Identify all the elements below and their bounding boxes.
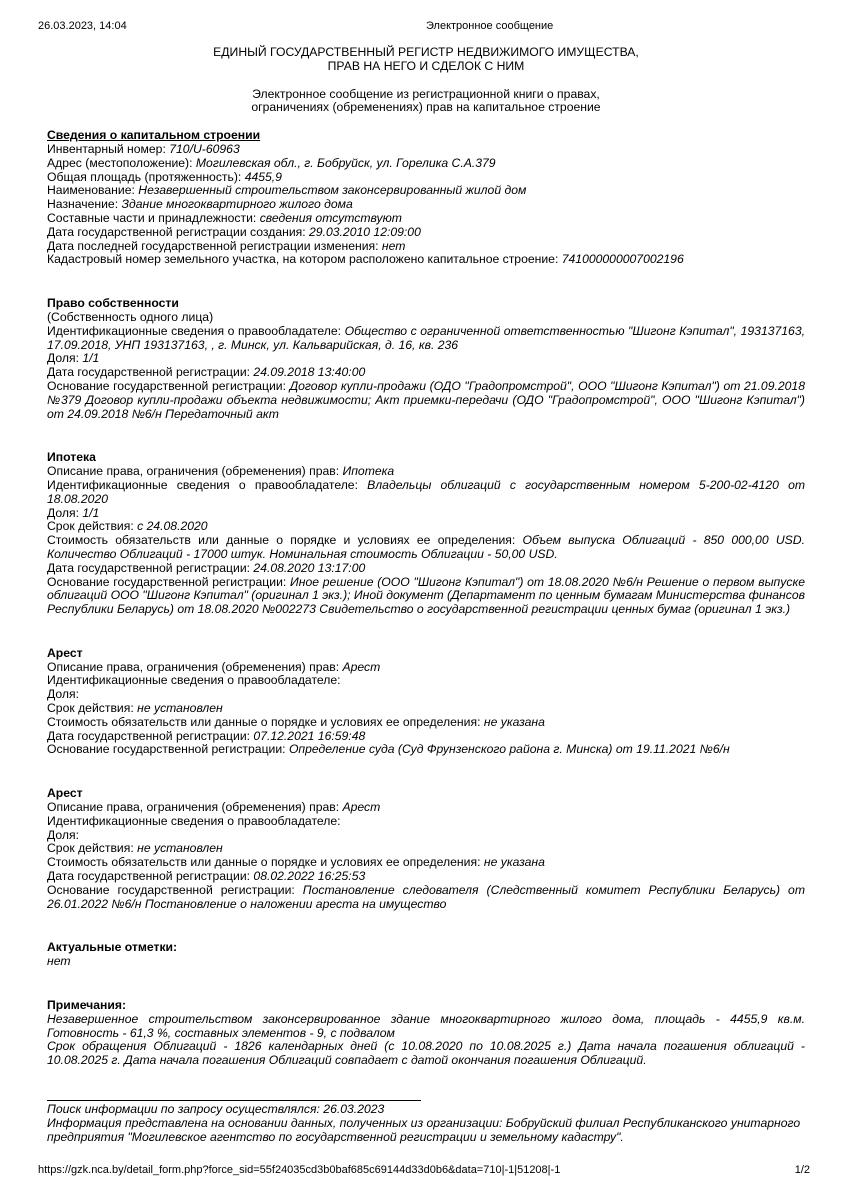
field-label: Инвентарный номер: <box>47 141 170 156</box>
field-row <box>47 829 805 843</box>
section-heading: Сведения о капитальном строении <box>47 128 261 143</box>
field-label: Срок действия: <box>47 701 138 716</box>
field-value: 741000000007002196 <box>561 252 684 267</box>
field-row <box>47 157 805 171</box>
field-value: Арест <box>342 800 381 815</box>
field-row <box>47 856 805 870</box>
field-value: Постановление следователя (Следственный комитет Республики Беларусь) от 26.01.2022 №6/н Постановление о наложении ареста на имущество <box>47 882 805 911</box>
print-header <box>38 20 810 36</box>
field-row <box>47 507 805 521</box>
field-row <box>47 184 805 198</box>
field-row <box>47 143 805 157</box>
building-section <box>47 129 805 267</box>
field-value: 08.02.2022 16:25:53 <box>253 869 366 884</box>
field-row <box>47 198 805 212</box>
field-value: Могилевская обл., г. Бобруйск, ул. Горелика С.А.379 <box>195 155 496 170</box>
field-row <box>47 366 805 380</box>
field-value: Иное решение (ООО "Шигонг Кэпитал") от 18.08.2020 №6/н Решение о первом выпуске облигаций ООО "Шигонг Кэпитал" (оригинал 1 экз.); Иной документ (Департамент по ценным бумагам Министерства финансов Республики Беларусь) от 18.08.2020 №002273 Свидетельство о государственной регистрации ценных бумаг (оригинал 1 экз.) <box>47 574 805 617</box>
field-label: Описание права, ограничения (обременения) прав: <box>47 659 343 674</box>
field-row <box>47 212 805 226</box>
field-label: Доля: <box>47 505 83 520</box>
field-row <box>47 716 805 730</box>
page-number: 1/2 <box>794 1164 810 1176</box>
field-value: 4455,9 <box>244 169 282 184</box>
actual-marks-section <box>47 941 805 969</box>
field-row <box>47 465 805 479</box>
field-value: 07.12.2021 16:59:48 <box>253 728 366 743</box>
field-label: Назначение: <box>47 197 122 212</box>
field-label: Адрес (местоположение): <box>47 155 196 170</box>
mortgage-section <box>47 451 805 617</box>
field-row <box>47 688 805 702</box>
field-value: 24.08.2020 13:17:00 <box>253 560 366 575</box>
field-value: 710/U-60963 <box>169 141 240 156</box>
field-value: нет <box>381 238 406 253</box>
field-label: Основание государственной регистрации: <box>47 378 290 393</box>
field-value: не установлен <box>137 701 223 716</box>
field-row <box>47 730 805 744</box>
section-heading: Право собственности <box>47 296 179 311</box>
field-row <box>47 884 805 912</box>
field-row <box>47 743 805 757</box>
section-heading: Актуальные отметки: <box>47 940 178 955</box>
field-row <box>47 171 805 185</box>
document-body <box>47 46 805 1144</box>
field-label: Доля: <box>47 351 83 366</box>
message-subtitle-line: ограничениях (обременениях) прав на капитальное строение <box>251 100 601 115</box>
field-value: Владельцы облигаций с государственным номером 5-200-02-4120 от 18.08.2020 <box>47 477 805 506</box>
field-label: Доля: <box>47 827 79 842</box>
field-row <box>47 815 805 829</box>
field-value: сведения отсутствуют <box>259 210 402 225</box>
field-value: 29.03.2010 12:09:00 <box>309 224 421 239</box>
field-label: Идентификационные сведения о правообладателе: <box>47 477 368 492</box>
field-label: Срок действия: <box>47 519 138 534</box>
field-value: 1/1 <box>82 505 100 520</box>
field-row <box>47 325 805 353</box>
field-row <box>47 801 805 815</box>
field-row <box>47 576 805 617</box>
arrest-section <box>47 647 805 757</box>
search-date-note: Поиск информации по запросу осуществлялся: 26.03.2023 <box>47 1102 385 1117</box>
register-title-line: ЕДИНЫЙ ГОСУДАРСТВЕННЫЙ РЕГИСТР НЕДВИЖИМОГО ИМУЩЕСТВА, <box>213 45 639 59</box>
footnote-divider <box>47 1100 421 1101</box>
field-label: Доля: <box>47 687 79 702</box>
field-value: не указана <box>483 855 545 870</box>
field-value: Здание многоквартирного жилого дома <box>121 197 353 212</box>
field-label: Идентификационные сведения о правообладателе: <box>47 813 341 828</box>
field-label: Описание права, ограничения (обременения) прав: <box>47 800 343 815</box>
field-row <box>47 661 805 675</box>
field-label: Дата последней государственной регистрации изменения: <box>47 238 382 253</box>
field-value: с 24.08.2020 <box>137 519 208 534</box>
note-text: Срок обращения Облигаций - 1826 календарных дней (с 10.08.2020 по 10.08.2025 г.) Дата начала погашения облигаций - 10.08.2025 г. Дата начала погашения Облигаций совпадает с датой окончания погашения Облигаций. <box>47 1039 805 1068</box>
field-label: Описание права, ограничения (обременения) прав: <box>47 464 343 479</box>
field-value: не установлен <box>137 841 223 856</box>
field-row <box>47 562 805 576</box>
field-value: Арест <box>342 659 381 674</box>
field-row <box>47 534 805 562</box>
field-value: не указана <box>483 714 545 729</box>
field-label: Стоимость обязательств или данные о порядке и условиях ее определения: <box>47 533 523 548</box>
field-label: Дата государственной регистрации: <box>47 560 254 575</box>
print-footer <box>38 1164 810 1180</box>
field-row <box>47 240 805 254</box>
field-row <box>47 253 805 267</box>
message-subtitle-line: Электронное сообщение из регистрационной книги о правах, <box>252 86 600 101</box>
field-label: Дата государственной регистрации создания: <box>47 224 310 239</box>
field-label: Дата государственной регистрации: <box>47 869 254 884</box>
field-label: Кадастровый номер земельного участка, на котором расположено капитальное строение: <box>47 252 562 267</box>
field-label: Срок действия: <box>47 841 138 856</box>
section-heading: Ипотека <box>47 450 96 465</box>
section-heading: Арест <box>47 786 83 801</box>
field-label: Составные части и принадлежности: <box>47 210 260 225</box>
data-source-note: Информация представлена на основании данных, полученных из организации: Бобруйский филиал Республиканского унитарного предприятия "Могилевское агентство по государственной регистрации и земельному кадастру". <box>47 1115 801 1144</box>
field-value: Определение суда (Суд Фрунзенского района г. Минска) от 19.11.2021 №6/н <box>288 742 730 757</box>
field-label: Наименование: <box>47 183 139 198</box>
field-label: Основание государственной регистрации: <box>47 882 303 897</box>
field-row <box>47 520 805 534</box>
print-page-title: Электронное сообщение <box>426 20 554 32</box>
field-value: Объем выпуска Облигаций - 850 000,00 USD. Количество Облигаций - 17000 штук. Номинальная стоимость Облигации - 50,00 USD. <box>47 533 805 561</box>
field-row <box>47 352 805 366</box>
field-value: Договор купли-продажи (ОДО "Градопромстрой", ООО "Шигонг Кэпитал") от 21.09.2018 №379 Договор купли-продажи объекта недвижимости; Акт приемки-передачи (ОДО "Градопромстрой", ООО "Шигонг Кэпитал") от 24.09.2018 №6/н Передаточный акт <box>47 378 805 421</box>
field-row <box>47 479 805 507</box>
field-label: Идентификационные сведения о правообладателе: <box>47 323 345 338</box>
field-row <box>47 674 805 688</box>
field-value: Незавершенный строительством законсервированный жилой дом <box>138 183 527 198</box>
field-label: Стоимость обязательств или данные о порядке и условиях ее определения: <box>47 714 484 729</box>
field-row <box>47 842 805 856</box>
field-row <box>47 226 805 240</box>
field-value: Ипотека <box>342 464 395 479</box>
field-value: Общество с ограниченной ответственностью "Шигонг Кэпитал", 193137163, 17.09.2018, УНП 193137163, , г. Минск, ул. Кальварийская, д. 16, кв. 236 <box>47 323 805 352</box>
field-row <box>47 702 805 716</box>
field-label: Дата государственной регистрации: <box>47 728 254 743</box>
message-subtitle <box>47 88 805 116</box>
register-title <box>47 46 805 74</box>
field-label: Дата государственной регистрации: <box>47 365 254 380</box>
print-timestamp: 26.03.2023, 14:04 <box>38 20 127 32</box>
ownership-section <box>47 297 805 421</box>
field-row <box>47 380 805 421</box>
field-row <box>47 870 805 884</box>
field-label: Идентификационные сведения о правообладателе: <box>47 673 341 688</box>
arrest-section <box>47 787 805 911</box>
ownership-type-note: (Собственность одного лица) <box>47 309 214 324</box>
notes-section <box>47 999 805 1068</box>
field-label: Общая площадь (протяженность): <box>47 169 245 184</box>
register-title-line: ПРАВ НА НЕГО И СДЕЛОК С НИМ <box>327 58 525 73</box>
field-label: Стоимость обязательств или данные о порядке и условиях ее определения: <box>47 855 484 870</box>
page-url: https://gzk.nca.by/detail_form.php?force_sid=55f24035cd3b0baf685c69144d33d0b6&data=710|-1|51208|-1 <box>38 1164 561 1176</box>
note-text: Незавершенное строительством законсервированное здание многоквартирного жилого дома, площадь - 4455,9 кв.м. Готовность - 61,3 %, составных элементов - 9, с подвалом <box>47 1011 805 1040</box>
field-value: 24.09.2018 13:40:00 <box>253 365 366 380</box>
field-value: 1/1 <box>82 351 100 366</box>
section-heading: Примечания: <box>47 998 127 1013</box>
section-heading: Арест <box>47 645 83 660</box>
actual-marks-value: нет <box>47 954 71 969</box>
field-label: Основание государственной регистрации: <box>47 742 289 757</box>
field-label: Основание государственной регистрации: <box>47 574 291 589</box>
